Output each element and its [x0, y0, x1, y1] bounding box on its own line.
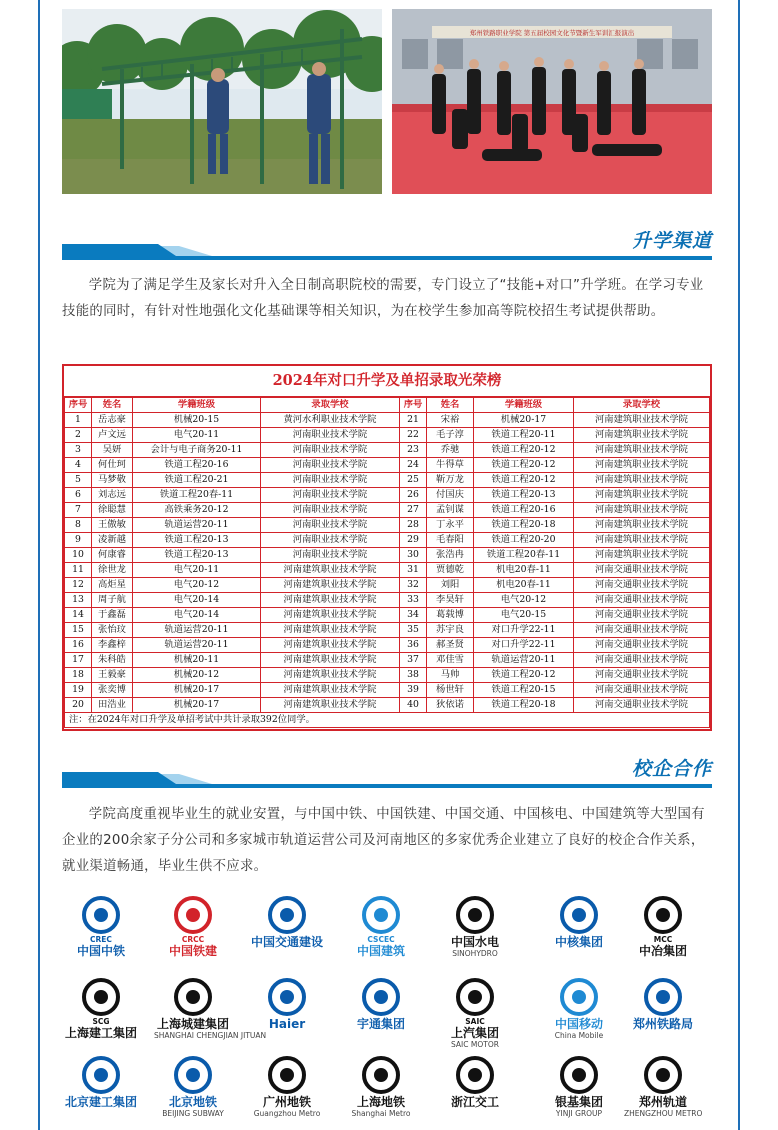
partner-logo [62, 977, 140, 1049]
table-cell: 徐世龙 [92, 563, 133, 578]
table-row [65, 608, 710, 623]
table-cell: 36 [400, 638, 427, 653]
table-cell: 对口升学22-11 [474, 623, 574, 638]
table-cell: 河南职业技术学院 [261, 548, 400, 563]
table-cell: 铁道工程20-12 [474, 443, 574, 458]
logo-name: 中核集团 [554, 935, 603, 949]
table-cell: 铁道工程20-21 [133, 473, 261, 488]
partner-logo [540, 977, 618, 1049]
logo-name: 中国水电 [450, 935, 499, 949]
table-cell: 河南建筑职业技术学院 [261, 698, 400, 713]
logo-name: 广州地铁 [262, 1095, 311, 1109]
column-header: 学籍班级 [133, 398, 261, 413]
logo-emblem-icon [263, 977, 311, 1017]
table-note: 注：在2024年对口升学及单招考试中共计录取392位同学。 [65, 713, 710, 728]
page-border-left [38, 0, 40, 1130]
table-cell: 河南职业技术学院 [261, 443, 400, 458]
table-cell: 电气20-14 [133, 608, 261, 623]
table-cell: 9 [65, 533, 92, 548]
table-cell: 22 [400, 428, 427, 443]
table-cell: 张怡玟 [92, 623, 133, 638]
table-cell: 25 [400, 473, 427, 488]
table-cell: 乔驰 [427, 443, 474, 458]
table-cell: 铁道工程20-18 [474, 518, 574, 533]
table-cell: 周子航 [92, 593, 133, 608]
table-cell: 河南交通职业技术学院 [574, 698, 710, 713]
table-cell: 河南职业技术学院 [261, 488, 400, 503]
table-cell: 24 [400, 458, 427, 473]
table-cell: 河南交通职业技术学院 [574, 608, 710, 623]
table-cell: 机械20-17 [474, 413, 574, 428]
logo-name: 上海城建集团 [156, 1017, 229, 1031]
table-cell: 电气20-14 [133, 593, 261, 608]
table-cell: 铁道工程20-16 [133, 458, 261, 473]
table-cell: 何康睿 [92, 548, 133, 563]
logo-mark: CREC [90, 935, 112, 944]
partner-logos [62, 895, 712, 1125]
logo-emblem-icon [263, 1055, 311, 1095]
table-cell: 河南建筑职业技术学院 [574, 503, 710, 518]
table-cell: 7 [65, 503, 92, 518]
partner-logo [62, 895, 140, 967]
table-cell: 吴妍 [92, 443, 133, 458]
partner-logo [342, 977, 420, 1049]
honor-roll-title: 2024年对口升学及单招录取光荣榜 [64, 366, 710, 397]
table-cell: 8 [65, 518, 92, 533]
table-row [65, 593, 710, 608]
logo-english-name: China Mobile [554, 1031, 604, 1040]
table-cell: 28 [400, 518, 427, 533]
table-cell: 铁道工程20-15 [474, 683, 574, 698]
table-cell: 轨道运营20-11 [133, 623, 261, 638]
table-cell: 牛得草 [427, 458, 474, 473]
logo-emblem-icon [451, 1055, 499, 1095]
section-title-enterprise: 校企合作 [631, 758, 712, 780]
logo-mark: SCG [92, 1017, 110, 1026]
page-border-right [738, 0, 740, 1130]
logo-mark: CSCEC [367, 935, 395, 944]
logo-english-name: SHANGHAI CHENGJIAN JITUAN [154, 1031, 267, 1040]
table-cell: 苏宇良 [427, 623, 474, 638]
table-cell: 26 [400, 488, 427, 503]
upgrade-paragraph: 学院为了满足学生及家长对升入全日制高职院校的需要，专门设立了“技能+对口”升学班。在学习专业技能的同时，有针对性地强化文化基础课等相关知识，为在校学生参加高等院校招生考试提供帮助。 [62, 278, 704, 319]
table-cell: 河南建筑职业技术学院 [261, 578, 400, 593]
table-cell: 贾德乾 [427, 563, 474, 578]
table-cell: 34 [400, 608, 427, 623]
table-cell: 河南职业技术学院 [261, 458, 400, 473]
table-cell: 23 [400, 443, 427, 458]
table-cell: 徐聪慧 [92, 503, 133, 518]
column-header: 姓名 [427, 398, 474, 413]
logo-emblem-icon [639, 977, 687, 1017]
table-cell: 铁道工程20-16 [474, 503, 574, 518]
logo-name: 中国铁建 [168, 944, 217, 958]
table-cell: 岳志豪 [92, 413, 133, 428]
table-cell: 河南建筑职业技术学院 [261, 668, 400, 683]
table-row [65, 578, 710, 593]
logo-mark: CRCC [181, 935, 205, 944]
table-cell: 河南建筑职业技术学院 [261, 653, 400, 668]
table-cell: 机械20-17 [133, 683, 261, 698]
logo-emblem-icon [357, 977, 405, 1017]
table-cell: 河南交通职业技术学院 [574, 638, 710, 653]
logo-name: Haier [268, 1017, 306, 1031]
table-cell: 10 [65, 548, 92, 563]
table-cell: 张浩冉 [427, 548, 474, 563]
table-row [65, 698, 710, 713]
table-cell: 河南建筑职业技术学院 [574, 428, 710, 443]
table-cell: 轨道运营20-11 [474, 653, 574, 668]
table-cell: 机电20春-11 [474, 578, 574, 593]
table-cell: 铁道工程20-12 [474, 473, 574, 488]
table-cell: 12 [65, 578, 92, 593]
column-header: 姓名 [92, 398, 133, 413]
table-cell: 河南职业技术学院 [261, 518, 400, 533]
table-row [65, 563, 710, 578]
table-cell: 狄依诺 [427, 698, 474, 713]
table-row [65, 488, 710, 503]
table-cell: 邓佳雪 [427, 653, 474, 668]
section-header-upgrade [62, 226, 712, 262]
logo-name: 上海建工集团 [64, 1026, 137, 1040]
table-cell: 河南建筑职业技术学院 [261, 593, 400, 608]
dance-team-photo [392, 9, 712, 194]
table-cell: 铁道工程20-11 [474, 428, 574, 443]
table-row [65, 533, 710, 548]
table-cell: 张奕博 [92, 683, 133, 698]
table-cell: 卢文远 [92, 428, 133, 443]
column-header: 录取学校 [574, 398, 710, 413]
table-cell: 3 [65, 443, 92, 458]
table-row [65, 413, 710, 428]
logo-name: 北京地铁 [168, 1095, 217, 1109]
table-cell: 宋裕 [427, 413, 474, 428]
table-cell: 电气20-15 [474, 608, 574, 623]
table-row [65, 518, 710, 533]
table-cell: 13 [65, 593, 92, 608]
logo-name: 银基集团 [554, 1095, 603, 1109]
table-row [65, 473, 710, 488]
table-cell: 河南职业技术学院 [261, 503, 400, 518]
logo-mark: MCC [653, 935, 673, 944]
training-ground-photo [62, 9, 382, 194]
table-cell: 丁永平 [427, 518, 474, 533]
table-cell: 37 [400, 653, 427, 668]
table-cell: 会计与电子商务20-11 [133, 443, 261, 458]
stage-banner: 郑州铁路职业学院 第五届校园文化节暨新生军训汇报演出 [469, 29, 635, 37]
logo-emblem-icon [357, 895, 405, 935]
logo-emblem-icon [639, 1055, 687, 1095]
table-cell: 杨世轩 [427, 683, 474, 698]
table-cell: 31 [400, 563, 427, 578]
partner-logo [342, 895, 420, 967]
logo-english-name: Guangzhou Metro [253, 1109, 321, 1118]
honor-roll-table [64, 397, 710, 728]
table-cell: 河南交通职业技术学院 [574, 653, 710, 668]
table-cell: 毛春阳 [427, 533, 474, 548]
logo-english-name: YINJI GROUP [555, 1109, 603, 1118]
table-cell: 葛载博 [427, 608, 474, 623]
logo-name: 中国移动 [554, 1017, 603, 1031]
table-cell: 河南建筑职业技术学院 [574, 458, 710, 473]
partner-logo [540, 895, 618, 967]
table-cell: 铁道工程20-13 [474, 488, 574, 503]
partner-logo [154, 895, 232, 967]
logo-mark: SAIC [465, 1017, 485, 1026]
logo-name: 上海地铁 [356, 1095, 405, 1109]
table-cell: 河南建筑职业技术学院 [261, 623, 400, 638]
logo-name: 中国交通建设 [250, 935, 323, 949]
table-row [65, 503, 710, 518]
table-cell: 11 [65, 563, 92, 578]
table-cell: 电气20-11 [133, 563, 261, 578]
logo-english-name: SINOHYDRO [452, 949, 498, 958]
table-cell: 铁道工程20春-11 [133, 488, 261, 503]
table-cell: 30 [400, 548, 427, 563]
logo-emblem-icon [169, 895, 217, 935]
table-row [65, 623, 710, 638]
logo-emblem-icon [263, 895, 311, 935]
table-cell: 于鑫磊 [92, 608, 133, 623]
partner-logo [154, 977, 267, 1049]
table-cell: 高铁乘务20-12 [133, 503, 261, 518]
table-cell: 凌新越 [92, 533, 133, 548]
table-cell: 河南职业技术学院 [261, 533, 400, 548]
table-cell: 33 [400, 593, 427, 608]
table-cell: 王傲敏 [92, 518, 133, 533]
table-cell: 40 [400, 698, 427, 713]
table-cell: 田浩业 [92, 698, 133, 713]
section-header-enterprise [62, 754, 712, 790]
partner-logo [248, 895, 326, 967]
table-cell: 马梦敬 [92, 473, 133, 488]
table-row [65, 638, 710, 653]
logo-emblem-icon [639, 895, 687, 935]
logo-name: 北京建工集团 [64, 1095, 137, 1109]
table-cell: 刘志远 [92, 488, 133, 503]
logo-emblem-icon [451, 977, 499, 1017]
table-cell: 黄河水利职业技术学院 [261, 413, 400, 428]
table-cell: 机械20-15 [133, 413, 261, 428]
logo-name: 浙江交工 [450, 1095, 499, 1109]
table-cell: 15 [65, 623, 92, 638]
table-cell: 刘阳 [427, 578, 474, 593]
logo-name: 宇通集团 [356, 1017, 405, 1031]
logo-emblem-icon [77, 1055, 125, 1095]
column-header: 录取学校 [261, 398, 400, 413]
table-cell: 河南交通职业技术学院 [574, 668, 710, 683]
table-row [65, 653, 710, 668]
table-cell: 1 [65, 413, 92, 428]
table-cell: 铁道工程20-18 [474, 698, 574, 713]
table-cell: 电气20-12 [133, 578, 261, 593]
table-cell: 何仕珂 [92, 458, 133, 473]
table-row [65, 458, 710, 473]
table-cell: 河南建筑职业技术学院 [574, 473, 710, 488]
table-cell: 机械20-12 [133, 668, 261, 683]
table-cell: 20 [65, 698, 92, 713]
table-cell: 河南交通职业技术学院 [574, 578, 710, 593]
logo-emblem-icon [169, 977, 217, 1017]
partner-logo [248, 977, 326, 1049]
table-cell: 机械20-11 [133, 653, 261, 668]
partner-logo [62, 1055, 140, 1127]
table-cell: 38 [400, 668, 427, 683]
enterprise-paragraph: 学院高度重视毕业生的就业安置，与中国中铁、中国铁建、中国交通、中国核电、中国建筑等大型国有企业的200余家子分公司和多家城市轨道运营公司及河南地区的多家优秀企业建立了良好的校企合作关系，就业渠道畅通，毕业生供不应求。 [62, 807, 705, 874]
table-row [65, 683, 710, 698]
table-cell: 16 [65, 638, 92, 653]
table-cell: 马帅 [427, 668, 474, 683]
table-cell: 河南建筑职业技术学院 [574, 443, 710, 458]
table-cell: 河南交通职业技术学院 [574, 683, 710, 698]
table-cell: 河南建筑职业技术学院 [261, 638, 400, 653]
table-cell: 付国庆 [427, 488, 474, 503]
table-cell: 32 [400, 578, 427, 593]
table-row [65, 668, 710, 683]
table-cell: 靳万龙 [427, 473, 474, 488]
logo-english-name: Shanghai Metro [351, 1109, 411, 1118]
partner-logo [624, 895, 702, 967]
table-cell: 河南职业技术学院 [261, 428, 400, 443]
table-cell: 河南建筑职业技术学院 [574, 518, 710, 533]
table-cell: 河南建筑职业技术学院 [261, 608, 400, 623]
table-cell: 河南建筑职业技术学院 [261, 683, 400, 698]
table-row [65, 548, 710, 563]
logo-emblem-icon [555, 977, 603, 1017]
table-cell: 铁道工程20-20 [474, 533, 574, 548]
table-cell: 电气20-12 [474, 593, 574, 608]
table-cell: 18 [65, 668, 92, 683]
section-title-upgrade: 升学渠道 [631, 230, 712, 252]
table-row [65, 443, 710, 458]
table-cell: 电气20-11 [133, 428, 261, 443]
table-cell: 河南建筑职业技术学院 [574, 488, 710, 503]
table-cell: 轨道运营20-11 [133, 638, 261, 653]
logo-english-name: ZHENGZHOU METRO [624, 1109, 703, 1118]
logo-emblem-icon [169, 1055, 217, 1095]
table-cell: 35 [400, 623, 427, 638]
table-cell: 河南建筑职业技术学院 [574, 548, 710, 563]
table-cell: 机械20-17 [133, 698, 261, 713]
table-cell: 李昊轩 [427, 593, 474, 608]
table-cell: 河南交通职业技术学院 [574, 593, 710, 608]
table-cell: 4 [65, 458, 92, 473]
table-row [65, 428, 710, 443]
partner-logo [248, 1055, 326, 1127]
table-cell: 5 [65, 473, 92, 488]
partner-logo [154, 1055, 232, 1127]
table-cell: 铁道工程20-12 [474, 458, 574, 473]
table-cell: 轨道运营20-11 [133, 518, 261, 533]
logo-name: 郑州轨道 [638, 1095, 687, 1109]
logo-english-name: SAIC MOTOR [451, 1040, 499, 1049]
logo-name: 中冶集团 [638, 944, 687, 958]
table-cell: 河南交通职业技术学院 [574, 623, 710, 638]
table-cell: 27 [400, 503, 427, 518]
table-cell: 铁道工程20-13 [133, 548, 261, 563]
partner-logo [624, 1055, 702, 1127]
table-cell: 郝圣贤 [427, 638, 474, 653]
table-cell: 毛子淳 [427, 428, 474, 443]
partner-logo [436, 977, 514, 1049]
table-cell: 29 [400, 533, 427, 548]
partner-logo [436, 1055, 514, 1127]
table-cell: 14 [65, 608, 92, 623]
logo-name: 上汽集团 [450, 1026, 499, 1040]
column-header: 序号 [65, 398, 92, 413]
table-cell: 河南建筑职业技术学院 [574, 413, 710, 428]
logo-name: 郑州铁路局 [632, 1017, 693, 1031]
table-cell: 2 [65, 428, 92, 443]
partner-logo [436, 895, 514, 967]
table-cell: 河南交通职业技术学院 [574, 563, 710, 578]
partner-logo [540, 1055, 618, 1127]
table-cell: 朱科皓 [92, 653, 133, 668]
table-cell: 河南建筑职业技术学院 [261, 563, 400, 578]
table-cell: 对口升学22-11 [474, 638, 574, 653]
table-cell: 王毅豪 [92, 668, 133, 683]
logo-name: 中国建筑 [356, 944, 405, 958]
table-cell: 21 [400, 413, 427, 428]
table-cell: 6 [65, 488, 92, 503]
logo-english-name: BEIJING SUBWAY [162, 1109, 224, 1118]
logo-emblem-icon [555, 895, 603, 935]
table-cell: 铁道工程20春-11 [474, 548, 574, 563]
partner-logo [624, 977, 702, 1049]
table-cell: 河南职业技术学院 [261, 473, 400, 488]
honor-roll [62, 364, 712, 731]
logo-emblem-icon [77, 977, 125, 1017]
logo-name: 中国中铁 [76, 944, 125, 958]
table-cell: 机电20春-11 [474, 563, 574, 578]
table-cell: 铁道工程20-12 [474, 668, 574, 683]
logo-emblem-icon [451, 895, 499, 935]
table-cell: 铁道工程20-13 [133, 533, 261, 548]
table-cell: 河南建筑职业技术学院 [574, 533, 710, 548]
table-cell: 19 [65, 683, 92, 698]
table-cell: 高炬星 [92, 578, 133, 593]
table-cell: 李鑫梓 [92, 638, 133, 653]
column-header: 学籍班级 [474, 398, 574, 413]
table-cell: 17 [65, 653, 92, 668]
table-cell: 39 [400, 683, 427, 698]
logo-emblem-icon [555, 1055, 603, 1095]
column-header: 序号 [400, 398, 427, 413]
table-cell: 孟钊谋 [427, 503, 474, 518]
partner-logo [342, 1055, 420, 1127]
logo-emblem-icon [357, 1055, 405, 1095]
logo-emblem-icon [77, 895, 125, 935]
